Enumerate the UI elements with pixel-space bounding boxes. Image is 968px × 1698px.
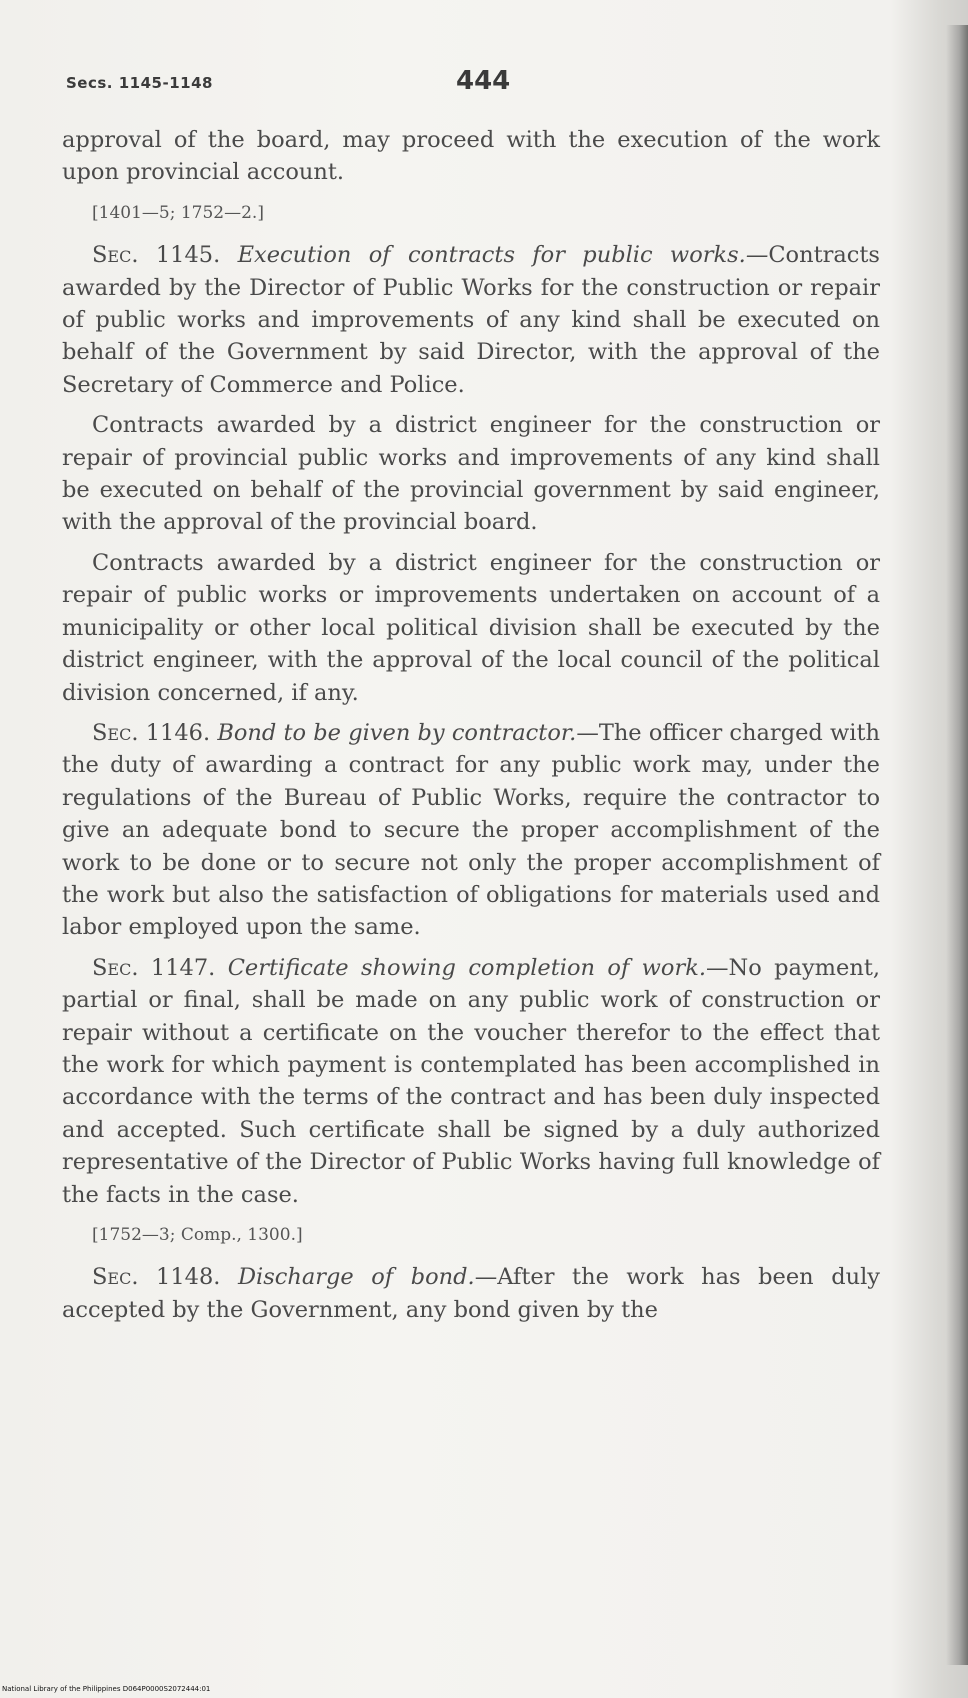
section-number: Sec. 1148. — [92, 1264, 221, 1291]
page-header — [66, 66, 866, 106]
section-text: Contracts awarded by the Director of Public Works for the construction or repair of public works and improvements of any kind shall be executed on behalf of the Government by said Director, with the approval of the Secretary of Commerce and Police. — [62, 242, 880, 398]
section-title: Certificate showing completion of work. — [227, 954, 707, 981]
section-1146 — [62, 717, 880, 944]
page-body — [62, 124, 880, 1334]
section-title: Bond to be given by contractor. — [217, 719, 577, 746]
section-text: —The officer charged with the duty of awarding a contract for any public work may, under the regulations of the Bureau of Public Works, require the contractor to give an adequate bond to secure the proper accomplishment of the work to be done or to secure not only the proper accomplishment of the work but also the satisfaction of obligations for materials used and labor employed upon the same. — [62, 719, 880, 941]
section-range: Secs. 1145-1148 — [66, 74, 213, 92]
section-text: —No payment, partial or final, shall be made on any public work of construction or repair without a certificate on the voucher therefor to the effect that the work for which payment is contemplated has been accomplished in accordance with the terms of the contract and has been duly inspected and accepted. Such certificate shall be signed by a duly authorized representative of the Director of Public Works having full knowledge of the facts in the case. — [62, 954, 881, 1208]
scan-footer: National Library of the Philippines D064P0000S2072444:01 — [2, 1685, 211, 1693]
page-edge-shadow — [946, 25, 968, 1665]
paragraph: Contracts awarded by a district engineer for the construction or repair of public works or improvements undertaken on account of a municipality or other local political division shall be executed by the district engineer, with the approval of the local council of the political division concerned, if any. — [62, 549, 880, 706]
page-number: 444 — [456, 66, 511, 96]
citation-reference: [1401—5; 1752—2.] — [92, 202, 264, 223]
paragraph: Contracts awarded by a district engineer for the construction or repair of provincial public works and improvements of any kind shall be executed on behalf of the provincial government by said engineer, with the approval of the provincial board. — [62, 412, 880, 536]
section-1145 — [62, 239, 880, 401]
section-1148 — [62, 1261, 880, 1326]
section-number: Sec. 1147. — [92, 954, 216, 981]
section-number: Sec. 1146. — [92, 719, 211, 746]
section-title: Execution of contracts for public works.— — [237, 242, 769, 269]
section-title: Discharge of bond. — [237, 1264, 475, 1291]
paragraph-continuation: approval of the board, may proceed with the execution of the work upon provincial account. — [62, 127, 880, 186]
section-number: Sec. 1145. — [92, 242, 221, 269]
section-text: —After the work has been duly accepted by the Government, any bond given by the — [62, 1264, 880, 1323]
citation-reference: [1752—3; Comp., 1300.] — [92, 1225, 303, 1245]
section-1147 — [62, 952, 880, 1211]
